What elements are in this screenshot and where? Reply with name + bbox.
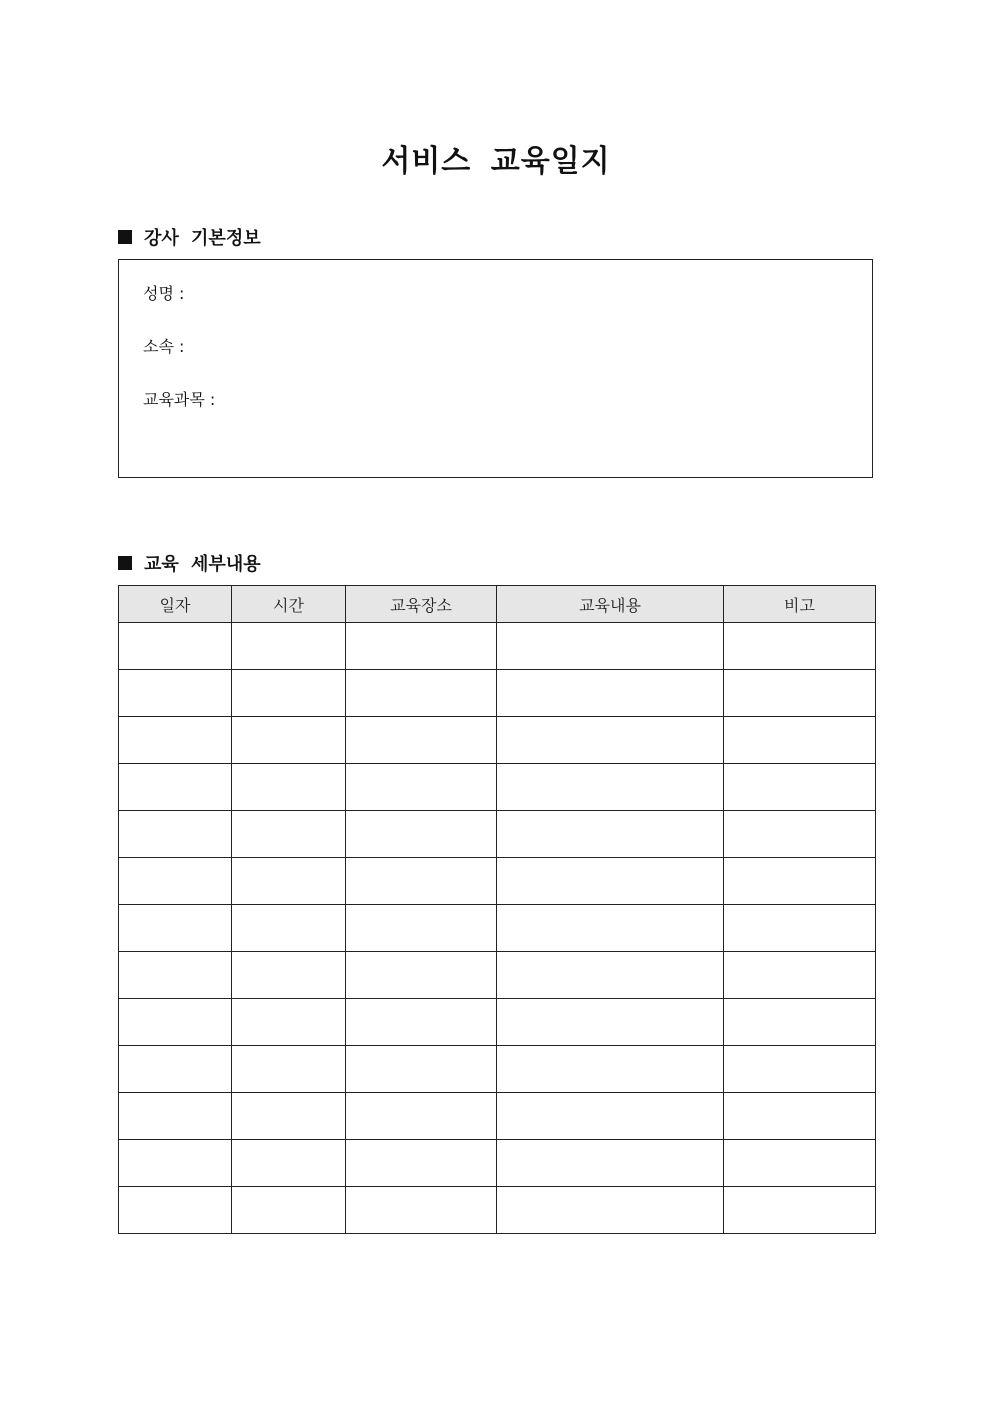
table-cell-date[interactable] bbox=[119, 623, 232, 670]
table-row bbox=[119, 717, 876, 764]
table-cell-date[interactable] bbox=[119, 952, 232, 999]
table-cell-location[interactable] bbox=[346, 858, 497, 905]
table-row bbox=[119, 670, 876, 717]
name-field-label: 성명 : bbox=[143, 284, 185, 303]
table-cell-content[interactable] bbox=[497, 1046, 724, 1093]
affiliation-field-label: 소속 : bbox=[143, 337, 185, 356]
table-cell-remarks[interactable] bbox=[724, 858, 876, 905]
table-row bbox=[119, 811, 876, 858]
table-cell-remarks[interactable] bbox=[724, 717, 876, 764]
table-row bbox=[119, 999, 876, 1046]
table-cell-date[interactable] bbox=[119, 670, 232, 717]
instructor-info-heading bbox=[118, 224, 261, 250]
table-cell-remarks[interactable] bbox=[724, 952, 876, 999]
column-header-content: 교육내용 bbox=[497, 586, 724, 623]
table-cell-content[interactable] bbox=[497, 1093, 724, 1140]
table-cell-content[interactable] bbox=[497, 764, 724, 811]
table-cell-content[interactable] bbox=[497, 999, 724, 1046]
table-cell-date[interactable] bbox=[119, 811, 232, 858]
table-row bbox=[119, 1046, 876, 1093]
table-cell-time[interactable] bbox=[232, 1093, 346, 1140]
table-cell-content[interactable] bbox=[497, 1140, 724, 1187]
table-cell-remarks[interactable] bbox=[724, 670, 876, 717]
course-subject-field-label: 교육과목 : bbox=[143, 390, 216, 409]
column-header-remarks: 비고 bbox=[724, 586, 876, 623]
table-cell-time[interactable] bbox=[232, 952, 346, 999]
table-cell-remarks[interactable] bbox=[724, 1187, 876, 1234]
table-row bbox=[119, 764, 876, 811]
table-row bbox=[119, 1093, 876, 1140]
table-cell-time[interactable] bbox=[232, 623, 346, 670]
table-cell-time[interactable] bbox=[232, 1187, 346, 1234]
table-cell-remarks[interactable] bbox=[724, 811, 876, 858]
table-cell-date[interactable] bbox=[119, 1093, 232, 1140]
column-header-date: 일자 bbox=[119, 586, 232, 623]
table-cell-location[interactable] bbox=[346, 905, 497, 952]
table-row bbox=[119, 1140, 876, 1187]
table-cell-remarks[interactable] bbox=[724, 1046, 876, 1093]
table-cell-date[interactable] bbox=[119, 1187, 232, 1234]
table-cell-time[interactable] bbox=[232, 670, 346, 717]
table-cell-content[interactable] bbox=[497, 811, 724, 858]
table-cell-date[interactable] bbox=[119, 1046, 232, 1093]
table-cell-date[interactable] bbox=[119, 1140, 232, 1187]
table-row bbox=[119, 623, 876, 670]
table-cell-location[interactable] bbox=[346, 764, 497, 811]
table-row bbox=[119, 858, 876, 905]
table-cell-time[interactable] bbox=[232, 1046, 346, 1093]
table-cell-location[interactable] bbox=[346, 952, 497, 999]
table-cell-remarks[interactable] bbox=[724, 764, 876, 811]
table-cell-location[interactable] bbox=[346, 623, 497, 670]
square-bullet-icon bbox=[118, 556, 132, 570]
table-cell-location[interactable] bbox=[346, 1187, 497, 1234]
table-cell-remarks[interactable] bbox=[724, 623, 876, 670]
training-details-heading bbox=[118, 550, 261, 576]
table-cell-date[interactable] bbox=[119, 999, 232, 1046]
table-cell-location[interactable] bbox=[346, 811, 497, 858]
course-subject-field[interactable] bbox=[143, 387, 215, 410]
table-cell-time[interactable] bbox=[232, 999, 346, 1046]
table-cell-date[interactable] bbox=[119, 717, 232, 764]
table-cell-content[interactable] bbox=[497, 905, 724, 952]
table-cell-time[interactable] bbox=[232, 811, 346, 858]
table-cell-remarks[interactable] bbox=[724, 905, 876, 952]
name-field[interactable] bbox=[143, 281, 184, 304]
table-cell-time[interactable] bbox=[232, 858, 346, 905]
table-cell-time[interactable] bbox=[232, 764, 346, 811]
table-cell-content[interactable] bbox=[497, 952, 724, 999]
table-row bbox=[119, 1187, 876, 1234]
training-details-table bbox=[118, 585, 876, 1234]
column-header-location: 교육장소 bbox=[346, 586, 497, 623]
table-cell-time[interactable] bbox=[232, 905, 346, 952]
table-cell-date[interactable] bbox=[119, 858, 232, 905]
table-cell-location[interactable] bbox=[346, 670, 497, 717]
table-row bbox=[119, 952, 876, 999]
instructor-info-heading-text: 강사 기본정보 bbox=[144, 228, 261, 249]
instructor-info-box bbox=[118, 259, 873, 478]
table-cell-content[interactable] bbox=[497, 623, 724, 670]
table-cell-content[interactable] bbox=[497, 717, 724, 764]
table-row bbox=[119, 905, 876, 952]
table-cell-remarks[interactable] bbox=[724, 999, 876, 1046]
table-cell-location[interactable] bbox=[346, 1093, 497, 1140]
table-body bbox=[119, 623, 876, 1234]
table-cell-content[interactable] bbox=[497, 1187, 724, 1234]
table-cell-location[interactable] bbox=[346, 999, 497, 1046]
table-cell-location[interactable] bbox=[346, 1046, 497, 1093]
document-title: 서비스 교육일지 bbox=[381, 144, 611, 179]
training-details-heading-text: 교육 세부내용 bbox=[144, 554, 261, 575]
table-cell-time[interactable] bbox=[232, 1140, 346, 1187]
table-cell-time[interactable] bbox=[232, 717, 346, 764]
square-bullet-icon bbox=[118, 230, 132, 244]
affiliation-field[interactable] bbox=[143, 334, 184, 357]
table-cell-content[interactable] bbox=[497, 670, 724, 717]
table-cell-date[interactable] bbox=[119, 764, 232, 811]
table-cell-remarks[interactable] bbox=[724, 1140, 876, 1187]
table-cell-date[interactable] bbox=[119, 905, 232, 952]
table-cell-location[interactable] bbox=[346, 717, 497, 764]
table-cell-remarks[interactable] bbox=[724, 1093, 876, 1140]
column-header-time: 시간 bbox=[232, 586, 346, 623]
table-cell-location[interactable] bbox=[346, 1140, 497, 1187]
table-cell-content[interactable] bbox=[497, 858, 724, 905]
table-header-row bbox=[119, 586, 876, 623]
